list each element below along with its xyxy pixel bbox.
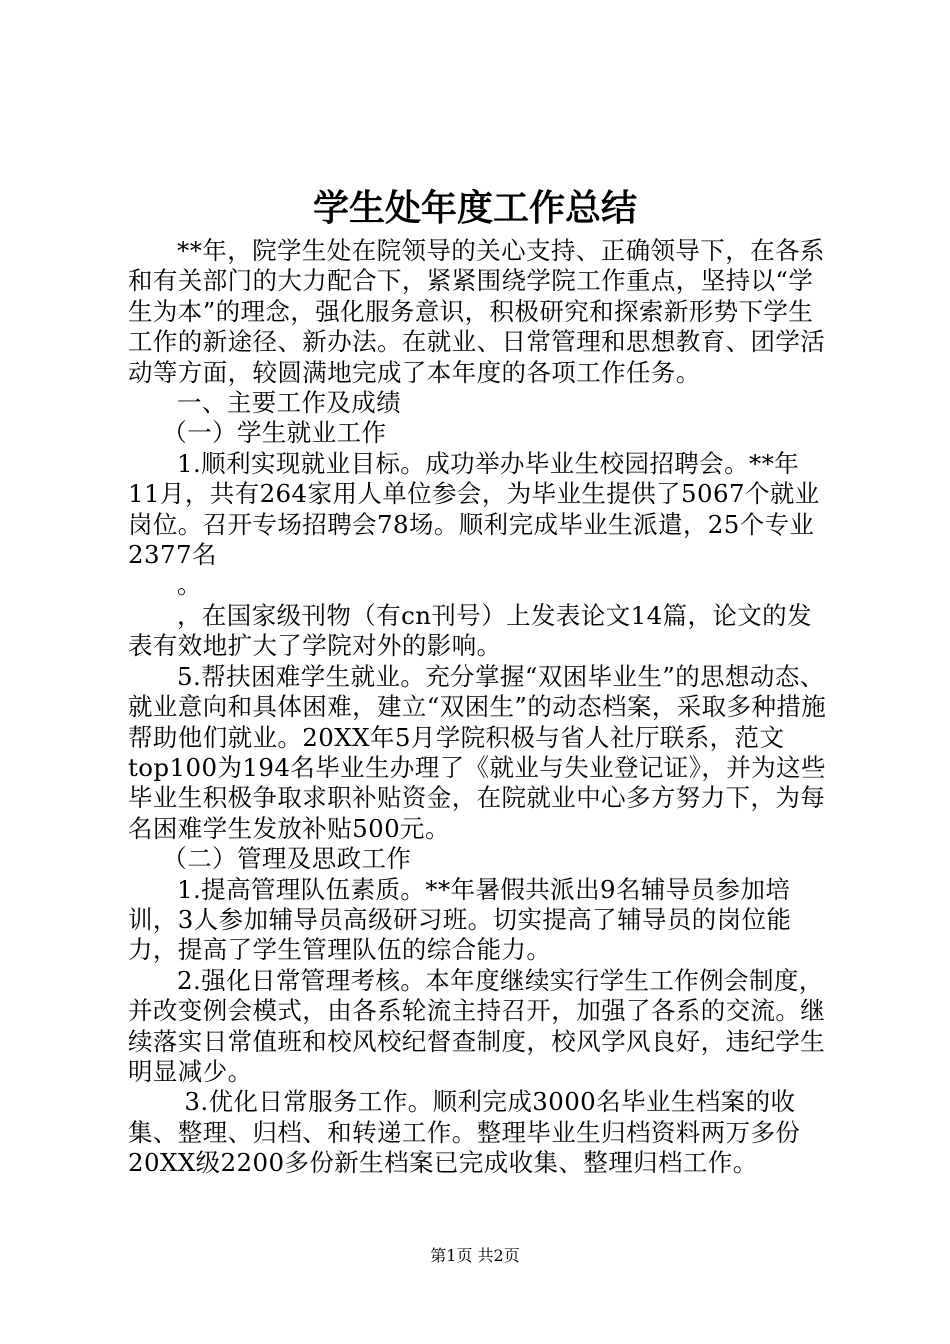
- subsection-heading-management: （二）管理及思政工作: [162, 844, 412, 874]
- paragraph-employment-goal: 1.顺利实现就业目标。成功举办毕业生校园招聘会。**年11月，共有264家用人单位参会，为毕业生提供了5067个就业岗位。召开专场招聘会78场。顺利完成毕业生派遣，25个专业2377名: [128, 448, 820, 570]
- paragraph-fragment-period: 。: [177, 570, 202, 600]
- page-footer: 第1页 共2页: [430, 1246, 520, 1265]
- document-body: [128, 236, 828, 1179]
- section-heading-main-work: 一、主要工作及成绩: [177, 388, 402, 418]
- paragraph-daily-management: 2.强化日常管理考核。本年度继续实行学生工作例会制度，并改变例会模式，由各系轮流主持召开，加强了各系的交流。继续落实日常值班和校风校纪督查制度，校风学风良好，违纪学生明显减少。: [128, 965, 826, 1086]
- intro-paragraph: **年，院学生处在院领导的关心支持、正确领导下，在各系和有关部门的大力配合下，紧紧围绕学院工作重点，坚持以“学生为本”的理念，强化服务意识，积极研究和探索新形势下学生工作的新途径、新办法。在就业、日常管理和思想教育、团学活动等方面，较圆满地完成了本年度的各项工作任务。: [128, 236, 826, 387]
- paragraph-team-quality: 1.提高管理队伍素质。**年暑假共派出9名辅导员参加培训，3人参加辅导员高级研习班。切实提高了辅导员的岗位能力，提高了学生管理队伍的综合能力。: [128, 874, 792, 965]
- subsection-heading-employment: （一）学生就业工作: [162, 418, 387, 448]
- paragraph-papers: ，在国家级刊物（有cn刊号）上发表论文14篇，论文的发表有效地扩大了学院对外的影响。: [128, 600, 812, 661]
- paragraph-assist-students: 5.帮扶困难学生就业。充分掌握“双困毕业生”的思想动态、就业意向和具体困难，建立“双困生”的动态档案，采取多种措施帮助他们就业。20XX年5月学院积极与省人社厅联系，范文top100为194名毕业生办理了《就业与失业登记证》，并为这些毕业生积极争取求职补贴资金，在院就业中心多方努力下，为每名困难学生发放补贴500元。: [128, 661, 827, 843]
- paragraph-daily-service: 3.优化日常服务工作。顺利完成3000名毕业生档案的收集、整理、归档、和转递工作。整理毕业生归档资料两万多份20XX级2200多份新生档案已完成收集、整理归档工作。: [128, 1087, 801, 1178]
- document-title: 学生处年度工作总结: [312, 187, 637, 229]
